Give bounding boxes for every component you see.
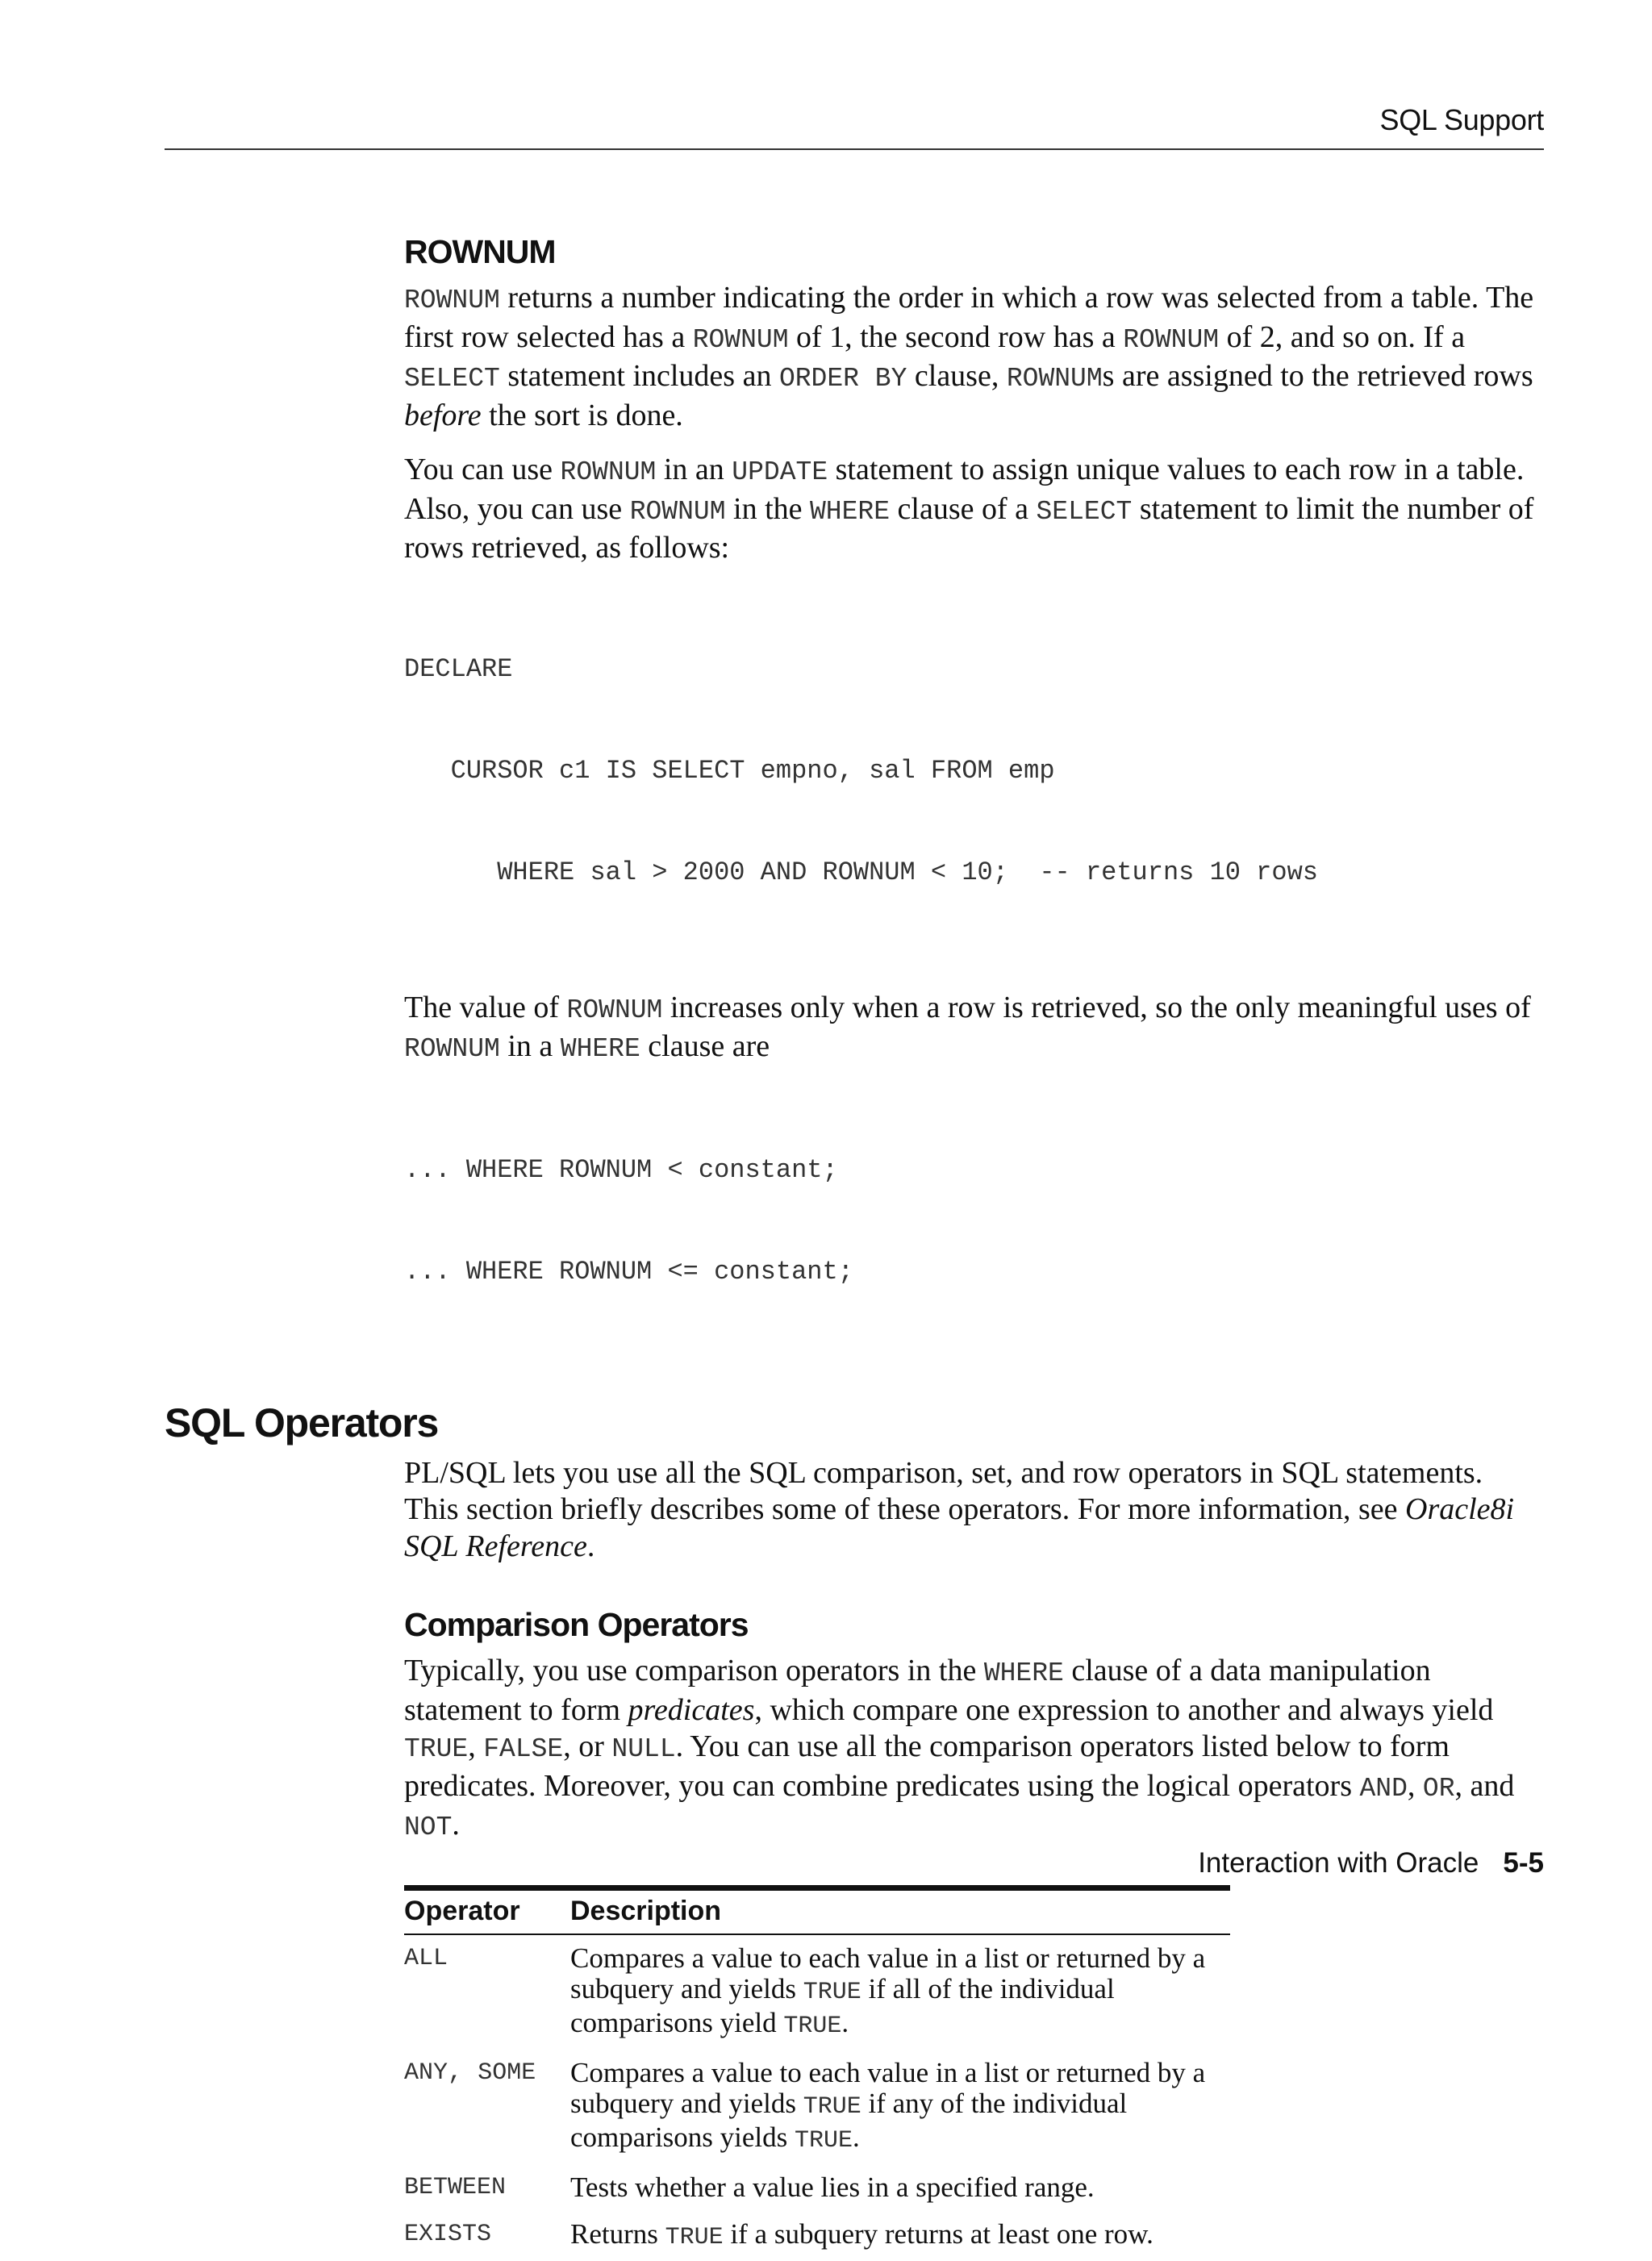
operator-cell — [404, 1934, 570, 2050]
text-run: Returns — [570, 2217, 665, 2250]
running-header — [165, 98, 1544, 150]
text-run: clause, — [907, 359, 1007, 394]
code-term: ROWNUM — [1006, 364, 1103, 394]
sql-operators-paragraph — [404, 1455, 1544, 1566]
text-run: statement to limit the number of rows retrieved, as follows: — [404, 491, 1534, 565]
running-footer — [1198, 1847, 1544, 1879]
code-term: ROWNUM — [1123, 324, 1220, 355]
text-run: returns a number indicating the order in which a row was selected from a table. The first row selected has a — [404, 281, 1534, 354]
code-line: WHERE sal > 2000 AND ROWNUM < 10; -- returns 10 rows — [404, 857, 1318, 887]
code-line: CURSOR c1 IS SELECT empno, sal FROM emp — [404, 755, 1055, 786]
operator-cell — [404, 2211, 570, 2261]
code-term: SELECT — [1036, 496, 1133, 527]
code-term: ROWNUM — [404, 286, 500, 316]
text-run: increases only when a row is retrieved, so the only meaningful uses of — [662, 990, 1531, 1024]
text-run: , which compare one expression to another and always yield — [754, 1692, 1494, 1727]
rownum-section — [404, 232, 1544, 1357]
text-run: , — [448, 2058, 478, 2087]
text-run: in the — [725, 491, 810, 526]
description-cell — [570, 1934, 1230, 2050]
code-term: TRUE — [803, 2092, 861, 2121]
text-run: clause of a data manipulation statement to form — [404, 1654, 1431, 1727]
rownum-heading: ROWNUM — [404, 233, 556, 270]
rownum-paragraph-3 — [404, 990, 1544, 1068]
text-run: . — [841, 2006, 849, 2038]
comparison-operators-heading: Comparison Operators — [404, 1606, 749, 1644]
text-run: . — [853, 2121, 860, 2153]
table-header-row — [404, 1888, 1230, 1934]
text-run: clause are — [640, 1029, 770, 1064]
comparison-operators-section — [404, 1605, 1544, 2261]
code-term: UPDATE — [732, 457, 828, 488]
code-term: NOT — [404, 1813, 453, 1843]
comparison-operators-paragraph — [404, 1653, 1544, 1846]
emphasis-text: Oracle8i SQL Reference — [404, 1492, 1515, 1563]
table-row — [404, 2211, 1230, 2261]
code-term: SOME — [478, 2059, 536, 2087]
code-line: ... WHERE ROWNUM <= constant; — [404, 1256, 853, 1287]
text-run: the sort is done. — [481, 398, 683, 432]
code-term: FALSE — [483, 1734, 564, 1765]
text-run: statement includes an — [499, 359, 779, 394]
table-row — [404, 2164, 1230, 2211]
text-run: . — [586, 1529, 595, 1563]
table-row — [404, 1934, 1230, 2050]
rownum-paragraph-2 — [404, 452, 1544, 567]
text-run: clause of a — [890, 491, 1037, 526]
code-line: DECLARE — [404, 653, 513, 684]
code-term: TRUE — [803, 1978, 861, 2006]
text-run: if any of the individual comparisons yields — [570, 2087, 1128, 2153]
text-run: if all of the individual comparisons yield — [570, 1972, 1115, 2038]
footer-chapter-title: Interaction with Oracle — [1198, 1847, 1479, 1879]
text-run: Compares a value to each value in a list or returned by a subquery and yields — [570, 1942, 1206, 2004]
column-header-description: Description — [570, 1888, 1230, 1934]
description-cell — [570, 2211, 1230, 2261]
operator-cell — [404, 2164, 570, 2211]
code-term: ORDER BY — [778, 364, 907, 394]
code-term: BETWEEN — [404, 2173, 507, 2201]
code-term: ROWNUM — [692, 324, 789, 355]
code-term: ROWNUM — [566, 995, 663, 1025]
comparison-operators-table — [404, 1885, 1230, 2261]
text-run: Compares a value to each value in a list or returned by a subquery and yields — [570, 2056, 1206, 2119]
code-term: TRUE — [795, 2126, 853, 2155]
text-run: PL/SQL lets you use all the SQL comparison, set, and row operators in SQL statements. This section briefly describes some of these operators. For more information, see — [404, 1455, 1483, 1527]
code-term: AND — [1359, 1773, 1408, 1804]
code-term: WHERE — [560, 1034, 640, 1065]
rownum-paragraph-1 — [404, 280, 1544, 434]
text-run: The value of — [404, 990, 567, 1024]
code-term: ROWNUM — [629, 496, 726, 527]
text-run: s are assigned to the retrieved rows — [1102, 359, 1533, 394]
text-run: statement to assign unique values to each row in a table. Also, you can use — [404, 453, 1525, 526]
code-term: WHERE — [810, 496, 891, 527]
text-run: in an — [656, 453, 732, 487]
sql-operators-heading: SQL Operators — [165, 1400, 439, 1445]
text-run: Typically, you use comparison operators in the — [404, 1654, 984, 1688]
text-run: of 2, and so on. If a — [1219, 319, 1466, 354]
text-run: Tests whether a value lies in a specified range. — [570, 2171, 1095, 2203]
code-term: TRUE — [404, 1734, 469, 1765]
text-run: , or — [563, 1729, 612, 1764]
code-term: ROWNUM — [560, 457, 657, 488]
code-line: ... WHERE ROWNUM < constant; — [404, 1154, 838, 1185]
text-run: , and — [1454, 1768, 1515, 1803]
description-cell — [570, 2164, 1230, 2211]
text-run: , — [1407, 1768, 1423, 1803]
text-run: You can use — [404, 453, 561, 487]
code-term: TRUE — [783, 2012, 842, 2040]
text-run: if a subquery returns at least one row. — [723, 2217, 1153, 2250]
code-term: ANY — [404, 2059, 448, 2087]
rownum-code-example-2 — [404, 1086, 1544, 1357]
text-run: in a — [499, 1029, 561, 1064]
text-run: . You can use all the comparison operators listed below to form predicates. Moreover, you can combine predicates using the logical operators — [404, 1729, 1450, 1803]
column-header-operator: Operator — [404, 1888, 570, 1934]
description-cell — [570, 2050, 1230, 2164]
table-row — [404, 2050, 1230, 2164]
code-term: ROWNUM — [404, 1034, 500, 1065]
text-run: , — [468, 1729, 484, 1764]
emphasis-text: before — [404, 398, 482, 432]
operator-cell — [404, 2050, 570, 2164]
text-run: of 1, the second row has a — [788, 319, 1124, 354]
emphasis-text: predicates — [628, 1692, 755, 1727]
code-term: ALL — [404, 1944, 448, 1972]
code-term: OR — [1422, 1773, 1455, 1804]
page-content — [165, 232, 1544, 2261]
code-term: EXISTS — [404, 2220, 492, 2248]
rownum-code-example-1 — [404, 585, 1544, 957]
code-term: WHERE — [983, 1658, 1064, 1689]
code-term: TRUE — [665, 2223, 724, 2251]
text-run: . — [452, 1808, 460, 1842]
sql-operators-section — [165, 1399, 1544, 1566]
page-number: 5-5 — [1503, 1847, 1544, 1879]
code-term: SELECT — [404, 364, 500, 394]
header-section-title: SQL Support — [1379, 103, 1544, 136]
code-term: NULL — [611, 1734, 676, 1765]
